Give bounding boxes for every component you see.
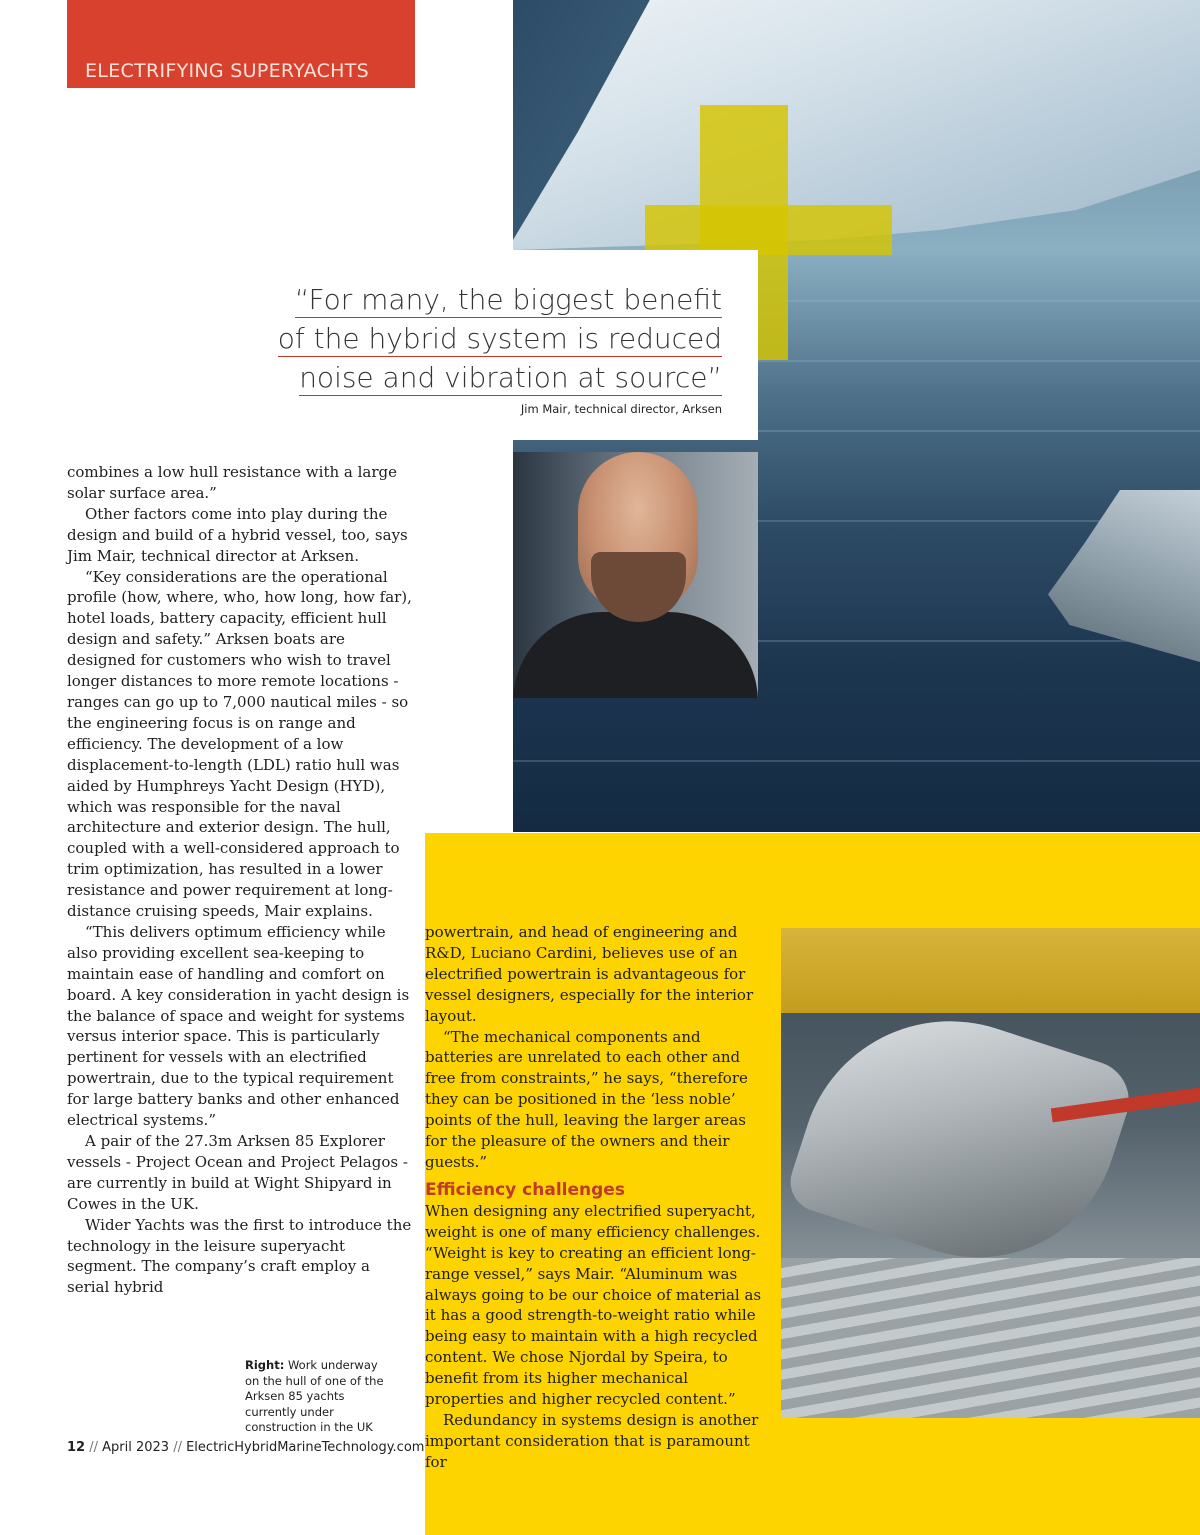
footer-separator: // [85, 1440, 103, 1455]
subheading: Efficiency challenges [425, 1179, 625, 1200]
footer-site-link[interactable]: ElectricHybridMarineTechnology.com [186, 1440, 425, 1455]
yacht-shape [1048, 490, 1200, 670]
footer-separator: // [169, 1440, 187, 1455]
body-paragraph: A pair of the 27.3m Arksen 85 Explorer vessels - Project Ocean and Project Pelagos - are currently in build at Wight Shipyard in Cowes in the UK. [67, 1132, 408, 1213]
body-paragraph: “The mechanical components and batteries are unrelated to each other and free from constraints,” he says, “therefore they can be positioned in the ‘less noble’ points of the hull, leaving the larger areas for the pleasure of the owners and their guests.” [425, 1027, 748, 1171]
aluminium-hull [783, 982, 1139, 1293]
pull-quote-line: “For many, the biggest benefit [294, 283, 722, 316]
portrait-jacket [513, 612, 758, 698]
pull-quote-line: noise and vibration at source” [299, 361, 722, 394]
yellow-cross-horizontal [645, 205, 892, 255]
gantry-beam [781, 928, 1200, 1013]
pull-quote-attribution: Jim Mair, technical director, Arksen [520, 402, 722, 416]
article-column-right [425, 922, 765, 1473]
portrait-photo [513, 452, 758, 698]
pull-quote-line: of the hybrid system is reduced [277, 322, 722, 355]
section-tab [67, 0, 415, 88]
body-paragraph: “This delivers optimum efficiency while also providing excellent sea-keeping to maintain ease of handling and comfort on board. A key consideration in yacht design is the balance of space and weight for systems versus interior space. This is particularly pertinent for vessels with an electrified powertrain, due to the typical requirement for large battery banks and other enhanced electrical systems.” [67, 922, 410, 1130]
page-number: 12 [67, 1440, 86, 1455]
body-paragraph: “Key considerations are the operational profile (how, where, who, how long, how far), hotel loads, battery capacity, efficient hull design and safety.” Arksen boats are designed for customers who wish to travel longer distances to more remote locations - ranges can go up to 7,000 nautical miles - so the engineering focus is on range and efficiency. The development of a low displacement-to-length (LDL) ratio hull was aided by Humphreys Yacht Design (HYD), which was responsible for the naval architecture and exterior design. The hull, coupled with a well-considered approach to trim optimization, has resulted in a lower resistance and power requirement at long-distance cruising speeds, Mair explains. [67, 567, 412, 921]
page-footer [67, 1440, 467, 1455]
section-label: ELECTRIFYING SUPERYACHTS [85, 60, 370, 82]
water-ripple [513, 760, 1200, 762]
body-paragraph: Wider Yachts was the first to introduce the technology in the leisure superyacht segment. The company’s craft employ a serial hybrid [67, 1215, 412, 1297]
article-column-left [67, 462, 412, 1298]
caption-lead: Right: [245, 1358, 285, 1372]
body-paragraph: Redundancy in systems design is another important consideration that is paramount for [425, 1410, 759, 1471]
footer-date: April 2023 [102, 1440, 170, 1455]
body-paragraph: When designing any electrified superyacht, weight is one of many efficiency challenges. “Weight is key to creating an efficient long-range vessel,” says Mair. “Aluminum was always going to be our choice of material as it has a good strength-to-weight ratio while being easy to maintain with a high recycled content. We chose Njordal by Speira, to benefit from its higher mechanical properties and higher recycled content.” [425, 1201, 762, 1409]
hull-construction-photo [781, 928, 1200, 1418]
photo-caption [245, 1358, 395, 1436]
caption-text: Work underway on the hull of one of the Arksen 85 yachts currently under construction in the UK [245, 1358, 384, 1434]
body-paragraph: Other factors come into play during the design and build of a hybrid vessel, too, says Jim Mair, technical director at Arksen. [67, 504, 408, 565]
shed-floor [781, 1258, 1200, 1418]
pull-quote [262, 280, 722, 397]
body-paragraph: combines a low hull resistance with a large solar surface area.” [67, 463, 397, 502]
body-paragraph: powertrain, and head of engineering and R&D, Luciano Cardini, believes use of an electrified powertrain is advantageous for vessel designers, especially for the interior layout. [425, 923, 754, 1025]
